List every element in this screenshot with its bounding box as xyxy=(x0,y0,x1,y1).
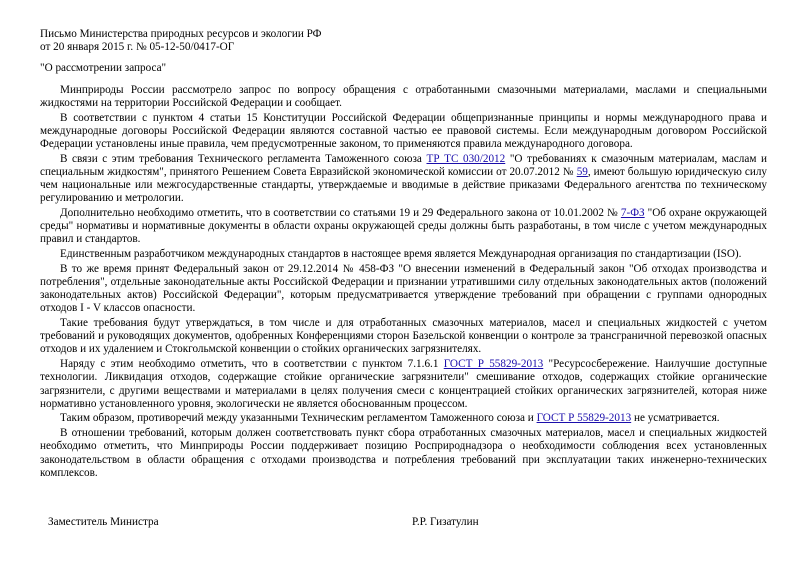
paragraph-7: Такие требования будут утверждаться, в том числе и для отработанных смазочных материалов, масел и специальных жидкостей с учетом требований и руководящих документов, одобренных Конференциями сторон Базельской конвенции о контроле за трансграничной перевозкой опасных отходов и их удалением и Стокгольмской конвенции о стойких органических загрязнителях. xyxy=(40,317,767,356)
link-gost-r-55829-2013-second[interactable]: ГОСТ Р 55829-2013 xyxy=(536,412,632,425)
paragraph-8-text-b: "Ресурсосбережение. Наилучшие доступные технологии. Ликвидация отходов, содержащие стойкие органические загрязнители" смешивание отходов, содержащих стойкие органические загрязнители, с другими веществами и материалами в целях получения смеси с концентрацией стойких органических загрязнителей, которая ниже нормативно установленного уровня, экологически не является обоснованным процессом. xyxy=(40,358,767,410)
paragraph-8 xyxy=(40,358,767,411)
paragraph-8-text-a: Наряду с этим необходимо отметить, что в соответствии с пунктом 7.1.6.1 xyxy=(60,358,444,371)
paragraph-3 xyxy=(40,153,767,206)
signatory-name: Р.Р. Гизатулин xyxy=(412,516,479,528)
paragraph-9 xyxy=(40,412,767,425)
paragraph-10: В отношении требований, которым должен соответствовать пункт сбора отработанных смазочных материалов, масел и специальных жидкостей необходимо отметить, что Минприроды России поддерживает позицию Росприроднадзора о необходимости соблюдения всех установленных законодательством в области обращения с отходами производства и потребления требований при эксплуатации таких инженерно-технических комплексов. xyxy=(40,427,767,479)
paragraph-4-text-a: Дополнительно необходимо отметить, что в соответствии со статьями 19 и 29 Федерального закона от 10.01.2002 № xyxy=(60,206,621,219)
document-header-title: Письмо Министерства природных ресурсов и экологии РФ xyxy=(40,28,322,40)
signatory-title: Заместитель Министра xyxy=(48,516,159,528)
paragraph-9-text-a: Таким образом, противоречий между указанными Техническим регламентом Таможенного союза и xyxy=(60,412,537,425)
paragraph-3-text-b: "О требованиях к смазочным материалам, маслам и специальным жидкостям", принятого Решением Совета Евразийской экономической комиссии от 20.07.2012 № xyxy=(40,152,767,178)
document-header-date-number: от 20 января 2015 г. № 05-12-50/0417-ОГ xyxy=(40,41,235,54)
paragraph-6: В то же время принят Федеральный закон от 29.12.2014 № 458-ФЗ "О внесении изменений в Федеральный закон "Об отходах производства и потребления", отдельные законодательные акты Российской Федерации и признании утратившими силу отдельных законодательных актов (положений законодательных актов) Российской Федерации", которым предусматривается утверждение требований при обращении с группами однородных отходов I - V классов опасности. xyxy=(40,262,767,315)
document-body xyxy=(40,28,767,482)
link-decision-59[interactable]: 59 xyxy=(576,165,588,178)
link-gost-r-55829-2013[interactable]: ГОСТ Р 55829-2013 xyxy=(443,358,544,371)
document-subject: "О рассмотрении запроса" xyxy=(40,62,167,75)
paragraph-3-text-a: В связи с этим требования Технического регламента Таможенного союза xyxy=(60,152,427,165)
paragraph-4 xyxy=(40,207,767,247)
link-tr-ts-030-2012[interactable]: ТР ТС 030/2012 xyxy=(426,152,506,165)
paragraph-5: Единственным разработчиком международных стандартов в настоящее время является Международная организация по стандартизации (ISO). xyxy=(60,248,742,261)
paragraph-9-text-b: не усматривается. xyxy=(631,412,720,425)
paragraph-1: Минприроды России рассмотрело запрос по вопросу обращения с отработанными смазочными материалами, маслами и специальными жидкостями на территории Российской Федерации и сообщает. xyxy=(40,83,767,109)
paragraph-2: В соответствии с пунктом 4 статьи 15 Конституции Российской Федерации общепризнанные принципы и нормы международного права и международные договоры Российской Федерации являются составной частью ее правовой системы. Если международным договором Российской Федерации установлены иные правила, чем предусмотренные законом, то применяются правила международного договора. xyxy=(40,111,767,150)
paragraph-4-text-b: "Об охране окружающей среды" нормативы и нормативные документы в области охраны окружающей среды должны быть разработаны, в том числе с учетом международных правил и стандартов. xyxy=(40,206,767,246)
paragraph-3-text-c: , имеют большую юридическую силу чем национальные или межгосударственные стандарты, утверждаемые и вводимые в действие приказами Федерального агентства по техническому регулированию и метрологии. xyxy=(40,165,767,205)
link-law-7-fz[interactable]: 7-ФЗ xyxy=(620,206,645,219)
